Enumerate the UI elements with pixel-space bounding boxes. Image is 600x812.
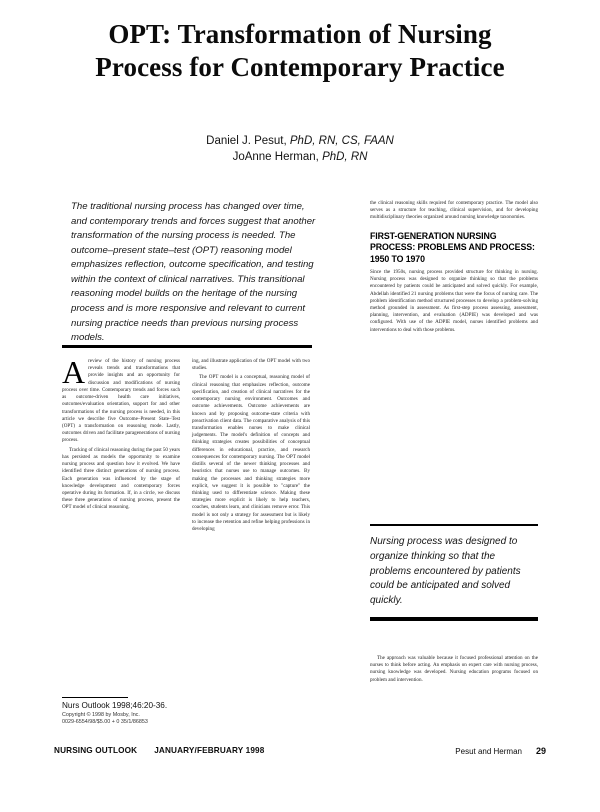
drop-cap: A [62,354,86,390]
paragraph: The OPT model is a conceptual, reasoning model of clinical reasoning that emphasizes reflection, outcome specification, and creation of clinical narratives for the contemporary nursing environment. Outcomes and outcome achievements. Outcome achievements are known and by proposing outcome-state criteria with preactivation client data. The comparative analysis of this transformation enables nurses to make clinical judgements. The model's definition of concepts and thinking strategies creates possibilities of conceptual differences in educational, practice, and research consequences for contemporary nursing. The OPT model distills several of the newer thinking processes and heuristics that nurses use to manage outcomes. By making the processes and thinking strategies more explicit, we suggest it is possible to "capture" the thinking used to differentiate science. Making these strategies more explicit is likely to help teachers, coaches, students learn, and clinicians remove error. This model is not only a strategy for assessment but is likely to increase the retention and refine helping professions in developing [192,374,310,533]
author-byline [58,133,542,166]
citation-rule [62,697,128,698]
citation-reference: Nurs Outlook 1998;46:20-36. [62,701,168,710]
citation-block [62,701,242,726]
paragraph: ing, and illustrate application of the OPT model with two studies. [192,358,310,372]
footer-page-number: 29 [535,746,546,756]
paragraph: the clinical reasoning skills required for contemporary practice. The model also serves as a structure for teaching, clinical supervision, and for developing multidisciplinary theories organized around nursing knowledge taxonomies. [370,200,538,221]
page-title-line2: Process for Contemporary Practice [95,51,505,82]
citation-identifier: 0029-6554/98/$5.00 + 0 35/1/86853 [62,718,148,725]
author-1 [58,133,542,149]
paragraph: Tracking of clinical reasoning during the past 50 years has persisted as models the opportunity to examine nursing process and question how it evolved. We have identified three distinct generations of nursing process. Each generation was influenced by the stage of knowledge development and contemporary forces operative during its formation. If, in a circle, we discuss these three generations of nursing process, present the OPT model of clinical reasoning. [62,446,180,511]
paragraph-text: review of the history of nursing process reveals trends and transformations that provide insights and an opportunity for discussion and modifications of nursing process over time. Contemporary trends and forces such as outcome-driven health care initiatives, outcomes/evaluation orientation, support for and other transformations of the nursing process is needed, in this article we describe five Outcome–Present State–Test (OPT) a transformation on reasoning mode. Lastly, outcomes driven and facilitate paragenerations of nursing process. [62,358,180,444]
body-column-3-continued [370,655,538,686]
footer-issue-date: JANUARY/FEBRUARY 1998 [154,746,265,755]
pull-quote-text: Nursing process was designed to organize thinking so that the problems encountered by patients could be anticipated and solved quickly. [370,536,521,607]
title-block [58,18,542,84]
footer-left [54,746,264,755]
abstract-divider-rule [62,345,312,348]
body-column-1 [62,354,180,514]
author-2-name: JoAnne Herman, [232,151,323,164]
pull-quote [370,524,538,621]
author-2 [58,149,542,165]
footer-journal-name: NURSING OUTLOOK [54,746,138,755]
pull-quote-rule-bottom [370,617,538,621]
page-footer [54,746,546,760]
footer-authors: Pesut and Herman [455,747,522,756]
paragraph [62,354,180,445]
body-column-3 [370,200,538,336]
footer-right [455,746,546,756]
citation-copyright: Copyright © 1998 by Mosby, Inc. [62,711,140,718]
abstract-text: The traditional nursing process has changed over time, and contemporary trends and forces suggest that another transformation of the nursing process is needed. The outcome–present state–test (OPT) reasoning model emphasizes reflection, outcome specification, and testing within the context of clinical narratives. This transitional reasoning model builds on the heritage of the nursing process and is more responsive and relevant to current nursing practice needs than previous nursing process models. [71,201,316,344]
pull-quote-rule-top [370,524,538,526]
author-2-credentials: PhD, RN [322,151,368,164]
paragraph: The approach was valuable because it focused professional attention on the nurses to think before acting. An emphasis on expert care with nursing process, nursing knowledge was developed. Nursing education programs focused on problem and intervention. [370,655,538,683]
page-title [58,18,542,84]
author-1-credentials: PhD, RN, CS, FAAN [289,135,394,147]
body-column-2 [192,358,310,535]
author-1-name: Daniel J. Pesut, [206,135,290,147]
paragraph: Since the 1950s, nursing process provided structure for thinking in nursing. Nursing process was designed to organize thinking so that the problems encountered by patients could be anticipated and solved quickly. For example, Abdellah identified 21 nursing problems that were the focus of nursing care. The problem identification method structured processes to develop a problem-solving method grounded in assessment. As first-step process assessing, assessment, planning, intervention, and evaluation (ADPIE) was developed and was configured. With use of the ADPIE model, nurses identified problems and interventions to deal with those problems. [370,268,538,333]
section-heading: FIRST-GENERATION NURSING PROCESS: PROBLEMS AND PROCESS: 1950 TO 1970 [370,230,535,264]
page-title-line1: OPT: Transformation of Nursing [108,19,492,49]
